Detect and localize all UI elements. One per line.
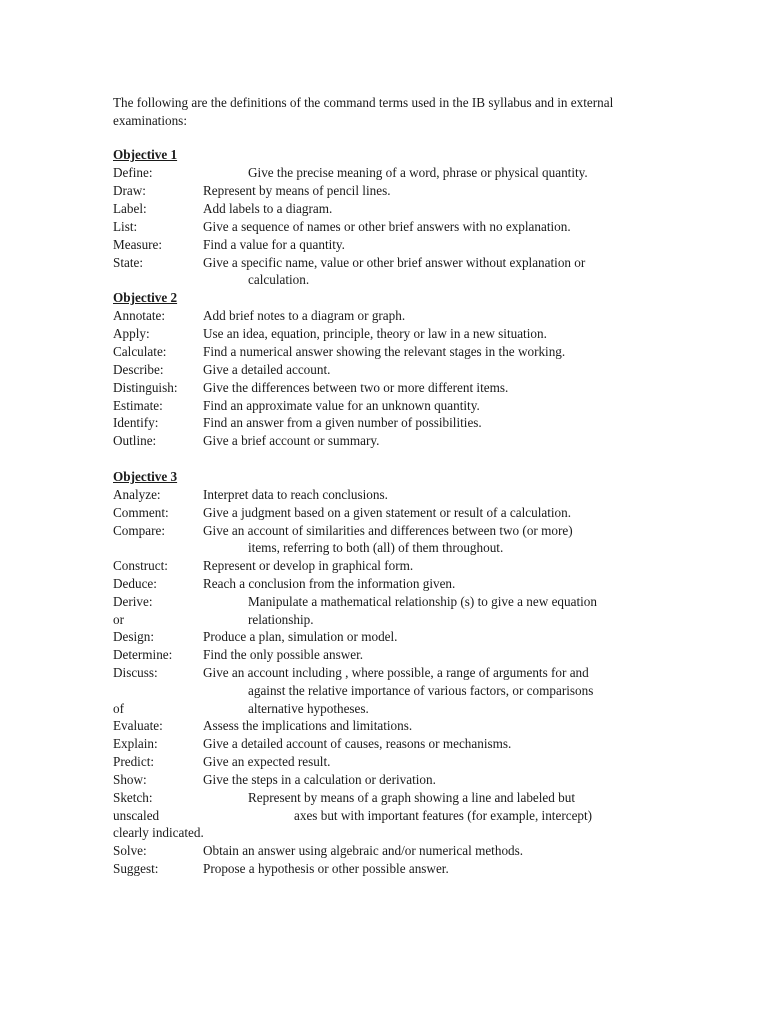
objective-1-heading: Objective 1 — [113, 147, 178, 162]
term-describe: Describe: — [113, 362, 164, 377]
term-draw: Draw: — [113, 183, 146, 198]
term-state: State: — [113, 255, 144, 270]
definition-calculate: Find a numerical answer showing the relevant stages in the working. — [203, 344, 566, 359]
definition-outline: Give a brief account or summary. — [203, 433, 380, 448]
term-annotate: Annotate: — [113, 308, 166, 323]
intro-paragraph: The following are the definitions of the command terms used in the IB syllabus and in external examinations: — [113, 95, 614, 128]
term-solve: Solve: — [113, 843, 147, 858]
definition-design: Produce a plan, simulation or model. — [203, 629, 398, 644]
term-discuss: Discuss: — [113, 665, 158, 680]
definition-derive-cont: relationship. — [248, 612, 314, 627]
definition-comment: Give a judgment based on a given statement or result of a calculation. — [203, 505, 572, 520]
term-construct: Construct: — [113, 558, 168, 573]
definition-state-cont: calculation. — [248, 272, 310, 287]
term-comment: Comment: — [113, 505, 169, 520]
definition-suggest: Propose a hypothesis or other possible answer. — [203, 861, 449, 876]
definition-compare-cont: items, referring to both (all) of them throughout. — [248, 540, 504, 555]
derive-or-word: or — [113, 612, 124, 627]
definition-sketch: Represent by means of a graph showing a line and labeled but — [248, 790, 576, 805]
term-design: Design: — [113, 629, 155, 644]
definition-discuss-cont: against the relative importance of various factors, or comparisons — [248, 683, 594, 698]
definition-solve: Obtain an answer using algebraic and/or numerical methods. — [203, 843, 524, 858]
sketch-unscaled-word: unscaled — [113, 808, 160, 823]
term-predict: Predict: — [113, 754, 155, 769]
definition-list: Give a sequence of names or other brief answers with no explanation. — [203, 219, 571, 234]
term-analyze: Analyze: — [113, 487, 161, 502]
definition-compare: Give an account of similarities and differences between two (or more) — [203, 523, 573, 538]
term-label: Label: — [113, 201, 147, 216]
term-suggest: Suggest: — [113, 861, 159, 876]
term-distinguish: Distinguish: — [113, 380, 178, 395]
definition-derive: Manipulate a mathematical relationship (s) to give a new equation — [248, 594, 597, 609]
definition-measure: Find a value for a quantity. — [203, 237, 345, 252]
definition-determine: Find the only possible answer. — [203, 647, 364, 662]
definition-discuss: Give an account including , where possible, a range of arguments for and — [203, 665, 589, 680]
term-calculate: Calculate: — [113, 344, 167, 359]
term-measure: Measure: — [113, 237, 163, 252]
objective-2-heading: Objective 2 — [113, 290, 178, 305]
definition-construct: Represent or develop in graphical form. — [203, 558, 414, 573]
definition-identify: Find an answer from a given number of possibilities. — [203, 415, 482, 430]
term-list: List: — [113, 219, 138, 234]
term-identify: Identify: — [113, 415, 159, 430]
definition-sketch-cont-2: clearly indicated. — [113, 825, 204, 840]
objective-3-heading: Objective 3 — [113, 469, 178, 484]
term-show: Show: — [113, 772, 147, 787]
definition-discuss-cont-2: alternative hypotheses. — [248, 701, 369, 716]
term-sketch: Sketch: — [113, 790, 153, 805]
term-define: Define: — [113, 165, 153, 180]
term-estimate: Estimate: — [113, 398, 163, 413]
term-derive: Derive: — [113, 594, 153, 609]
definition-distinguish: Give the differences between two or more different items. — [203, 380, 509, 395]
term-deduce: Deduce: — [113, 576, 157, 591]
definition-deduce: Reach a conclusion from the information given. — [203, 576, 456, 591]
definition-evaluate: Assess the implications and limitations. — [203, 718, 413, 733]
definition-define: Give the precise meaning of a word, phrase or physical quantity. — [248, 165, 588, 180]
definition-estimate: Find an approximate value for an unknown quantity. — [203, 398, 480, 413]
term-compare: Compare: — [113, 523, 166, 538]
discuss-of-word: of — [113, 701, 124, 716]
definition-predict: Give an expected result. — [203, 754, 331, 769]
definition-apply: Use an idea, equation, principle, theory or law in a new situation. — [203, 326, 547, 341]
term-explain: Explain: — [113, 736, 158, 751]
definition-label: Add labels to a diagram. — [203, 201, 333, 216]
definition-annotate: Add brief notes to a diagram or graph. — [203, 308, 406, 323]
term-apply: Apply: — [113, 326, 150, 341]
definition-describe: Give a detailed account. — [203, 362, 331, 377]
term-evaluate: Evaluate: — [113, 718, 163, 733]
definition-explain: Give a detailed account of causes, reasons or mechanisms. — [203, 736, 512, 751]
term-determine: Determine: — [113, 647, 173, 662]
term-outline: Outline: — [113, 433, 157, 448]
definition-draw: Represent by means of pencil lines. — [203, 183, 391, 198]
definition-analyze: Interpret data to reach conclusions. — [203, 487, 388, 502]
definition-show: Give the steps in a calculation or derivation. — [203, 772, 436, 787]
definition-sketch-cont: axes but with important features (for example, intercept) — [294, 808, 593, 823]
definition-state: Give a specific name, value or other brief answer without explanation or — [203, 255, 586, 270]
